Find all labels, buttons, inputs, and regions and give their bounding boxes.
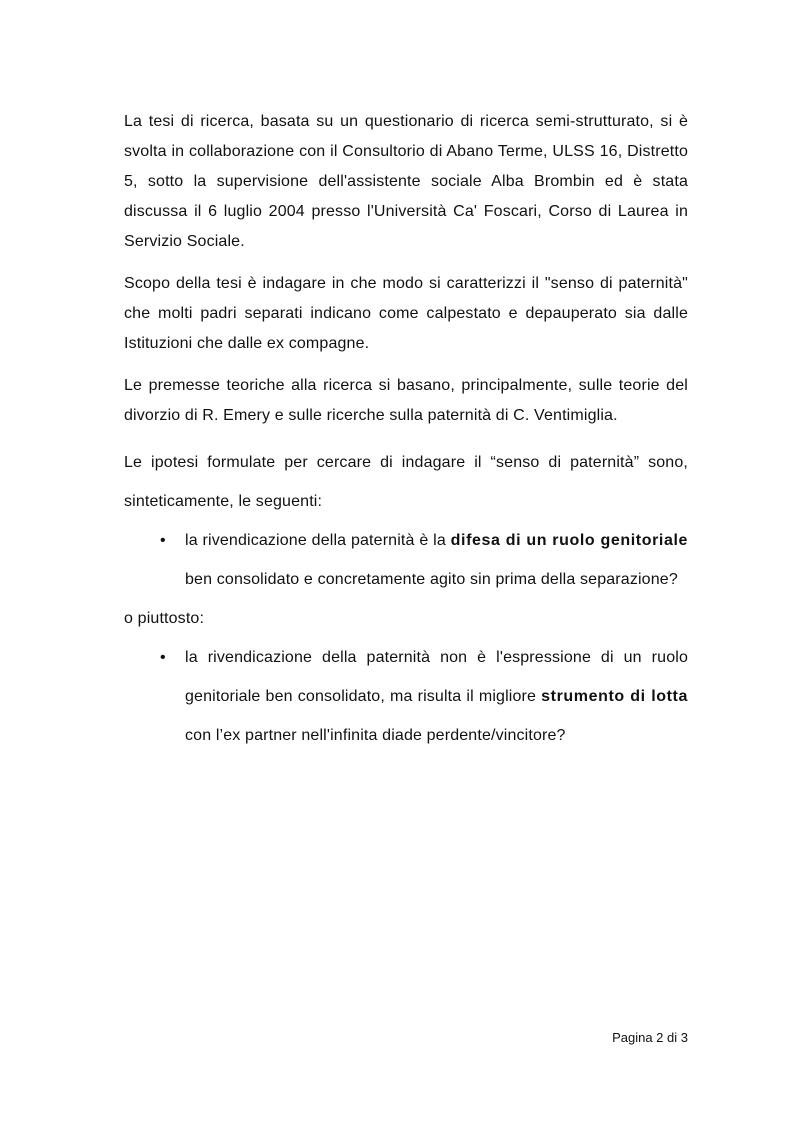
hypothesis-item-2 [160,638,688,755]
paragraph-theoretical-premises: Le premesse teoriche alla ricerca si basano, principalmente, sulle teorie del divorzio di R. Emery e sulle ricerche sulla paternità di C. Ventimiglia. [124,377,688,424]
hypothesis-2-text-before: la rivendicazione della paternità non è l'espressione di un ruolo genitoriale ben consolidato, ma risulta il migliore [185,649,688,705]
bullet-icon: • [160,649,166,666]
paragraph-thesis-purpose: Scopo della tesi è indagare in che modo si caratterizzi il "senso di paternità" che molti padri separati indicano come calpestato e depauperato sia dalle Istituzioni che dalle ex compagne. [124,275,688,352]
page-content [124,107,688,755]
hypothesis-list-2 [124,638,688,755]
hypothesis-list-1 [124,521,688,599]
hypothesis-1-bold-text: difesa di un ruolo genitoriale [450,532,688,549]
paragraph-thesis-context: La tesi di ricerca, basata su un questionario di ricerca semi-strutturato, si è svolta in collaborazione con il Consultorio di Abano Terme, ULSS 16, Distretto 5, sotto la supervisione dell'assistente sociale Alba Brombin ed è stata discussa il 6 luglio 2004 presso l'Università Ca' Foscari, Corso di Laurea in Servizio Sociale. [124,113,688,250]
hypothesis-2-bold-text: strumento di lotta [541,688,688,705]
hypothesis-item-1 [160,521,688,599]
paragraph-hypotheses-intro: Le ipotesi formulate per cercare di indagare il “senso di paternità” sono, sinteticamente, le seguenti: [124,454,688,510]
hypothesis-2-text-after: con l’ex partner nell'infinita diade perdente/vincitore? [185,727,566,744]
bullet-icon: • [160,532,166,549]
hypothesis-1-text-after: ben consolidato e concretamente agito sin prima della separazione? [185,571,678,588]
hypothesis-1-text-before: la rivendicazione della paternità è la [185,532,451,549]
page-number: Pagina 2 di 3 [612,1030,688,1045]
connector-text: o piuttosto: [124,610,205,627]
